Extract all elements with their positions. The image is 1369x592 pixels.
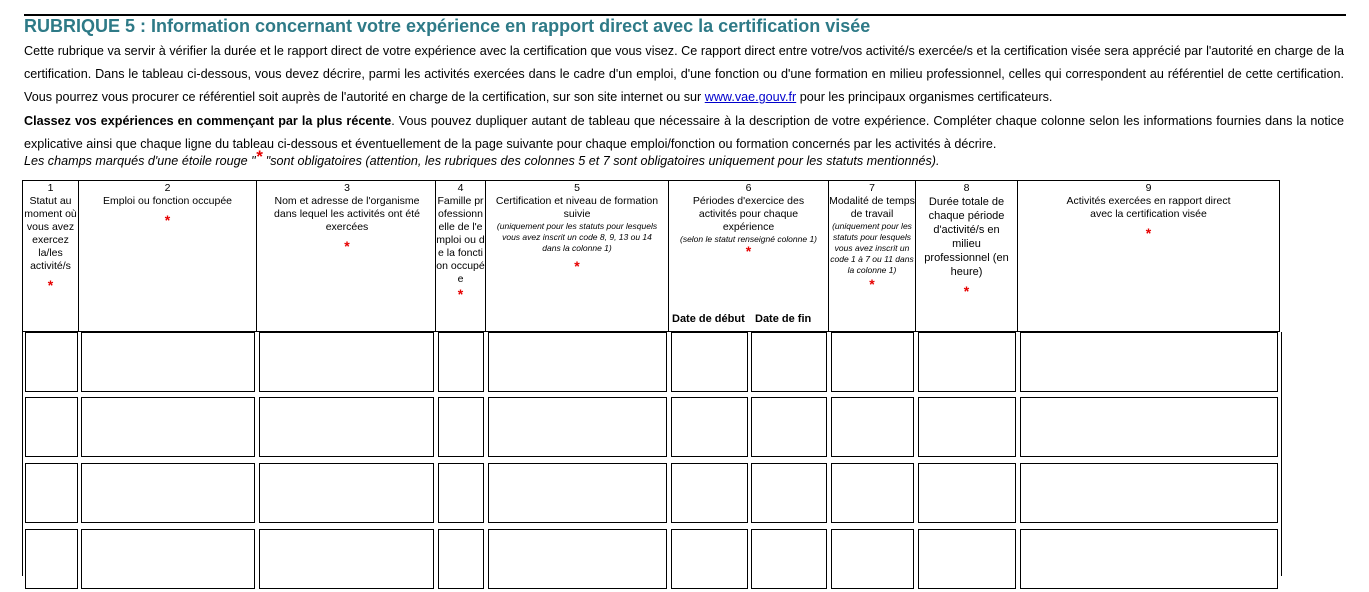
intro-paragraph-1: Cette rubrique va servir à vérifier la durée et le rapport direct de votre expérience avec la certification que vous visez. Ce rapport direct entre votre/vos activité/s exercée/s et la certification visée sera apprécié par l'autorité en charge de la certification. Dans le tableau ci-dessous, vous devez décrire, parmi les activités exercées dans le cadre d'un emploi, d'une fonction ou d'une formation en milieu professionnel, celles qui correspondent au référentiel de cette certification. Vous pourrez vous procurer ce référentiel soit auprès de l'autorité en charge de la certification, sur son site internet ou sur www.vae.gouv.fr pour les principaux organismes certificateurs.: [24, 44, 1344, 105]
input-cell-date-debut[interactable]: [671, 332, 748, 392]
intro-text: [24, 40, 1344, 156]
input-cell-certification[interactable]: [488, 332, 667, 392]
input-cell-duree[interactable]: [918, 397, 1016, 457]
input-cell-emploi[interactable]: [81, 463, 255, 523]
input-cell-duree[interactable]: [918, 332, 1016, 392]
input-cell-emploi[interactable]: [81, 397, 255, 457]
input-cell-statut[interactable]: [25, 529, 78, 589]
header-col-8: 8 Durée totale de chaque période d'activité/s en milieu professionnel (en heure) *: [916, 181, 1018, 332]
input-cell-modalite[interactable]: [831, 463, 914, 523]
required-star-icon: *: [457, 286, 464, 302]
vae-link[interactable]: www.vae.gouv.fr: [704, 90, 797, 105]
input-cell-organisme[interactable]: [259, 332, 434, 392]
input-cell-activites[interactable]: [1020, 463, 1278, 523]
input-cell-duree[interactable]: [918, 529, 1016, 589]
input-cell-activites[interactable]: [1020, 332, 1278, 392]
input-cell-date-fin[interactable]: [751, 332, 827, 392]
input-cell-emploi[interactable]: [81, 332, 255, 392]
input-cell-certification[interactable]: [488, 397, 667, 457]
input-cell-famille[interactable]: [438, 529, 484, 589]
input-cell-certification[interactable]: [488, 463, 667, 523]
header-col-7: 7 Modalité de temps de travail (uniquement pour les statuts pour lesquels vous avez inscrit un code 1 à 7 ou 11 dans la colonne 1) *: [829, 181, 916, 332]
intro-bold: Classez vos expériences en commençant par la plus récente: [24, 113, 392, 128]
input-cell-date-debut[interactable]: [671, 463, 748, 523]
required-star-icon: *: [963, 283, 970, 299]
header-col-6: 6 Périodes d'exercice des activités pour chaque expérience (selon le statut renseigné colonne 1) * Date de début Date de fin: [669, 181, 829, 332]
input-cell-organisme[interactable]: [259, 397, 434, 457]
table-body: [22, 332, 1282, 576]
date-end-label: Date de fin: [755, 313, 812, 325]
section-title: RUBRIQUE 5 : Information concernant votre expérience en rapport direct avec la certification visée: [24, 16, 871, 36]
input-cell-statut[interactable]: [25, 397, 78, 457]
input-cell-famille[interactable]: [438, 332, 484, 392]
input-cell-emploi[interactable]: [81, 529, 255, 589]
input-cell-date-debut[interactable]: [671, 397, 748, 457]
required-star-icon: *: [1145, 225, 1152, 241]
header-col-2: 2 Emploi ou fonction occupée *: [79, 181, 257, 332]
input-cell-modalite[interactable]: [831, 529, 914, 589]
input-cell-activites[interactable]: [1020, 529, 1278, 589]
header-col-5: 5 Certification et niveau de formation suivie (uniquement pour les statuts pour lesquels vous avez inscrit un code 8, 9, 13 ou 14 dans la colonne 1) *: [486, 181, 669, 332]
input-cell-modalite[interactable]: [831, 332, 914, 392]
input-cell-date-debut[interactable]: [671, 529, 748, 589]
input-cell-organisme[interactable]: [259, 463, 434, 523]
input-cell-certification[interactable]: [488, 529, 667, 589]
required-star-icon: *: [745, 243, 752, 259]
header-col-4: 4 Famille professionnelle de l'emploi ou de la fonction occupée *: [436, 181, 486, 332]
experience-table: [22, 180, 1280, 576]
input-cell-statut[interactable]: [25, 463, 78, 523]
intro-paragraph-2: Classez vos expériences en commençant par la plus récente. Vous pouvez dupliquer autant de tableau que nécessaire à la description de votre expérience. Compléter chaque colonne selon les informations fournies dans la notice explicative ainsi que chaque ligne du tableau ci-dessous et éventuellement de la page suivante pour chaque emploi/fonction ou formation concernés par les activités à décrire.: [24, 113, 1344, 151]
red-star-icon: *: [255, 147, 263, 166]
table-header: [22, 180, 1280, 332]
input-cell-date-fin[interactable]: [751, 463, 827, 523]
header-col-9: 9 Activités exercées en rapport direct avec la certification visée *: [1018, 181, 1279, 332]
header-col-1: 1 Statut au moment où vous avez exercez la/les activité/s *: [23, 181, 79, 332]
input-cell-activites[interactable]: [1020, 397, 1278, 457]
required-star-icon: *: [47, 277, 54, 293]
required-star-icon: *: [164, 212, 171, 228]
header-col-3: 3 Nom et adresse de l'organisme dans lequel les activités ont été exercées *: [257, 181, 436, 332]
mandatory-note: Les champs marqués d'une étoile rouge "* "sont obligatoires (attention, les rubriques des colonnes 5 et 7 sont obligatoires uniquement pour les statuts mentionnés).: [24, 147, 940, 168]
date-start-label: Date de début: [672, 313, 745, 325]
input-cell-famille[interactable]: [438, 463, 484, 523]
input-cell-organisme[interactable]: [259, 529, 434, 589]
input-cell-statut[interactable]: [25, 332, 78, 392]
input-cell-famille[interactable]: [438, 397, 484, 457]
input-cell-date-fin[interactable]: [751, 529, 827, 589]
input-cell-date-fin[interactable]: [751, 397, 827, 457]
required-star-icon: *: [574, 258, 580, 274]
required-star-icon: *: [344, 238, 350, 254]
input-cell-modalite[interactable]: [831, 397, 914, 457]
required-star-icon: *: [869, 276, 875, 292]
input-cell-duree[interactable]: [918, 463, 1016, 523]
